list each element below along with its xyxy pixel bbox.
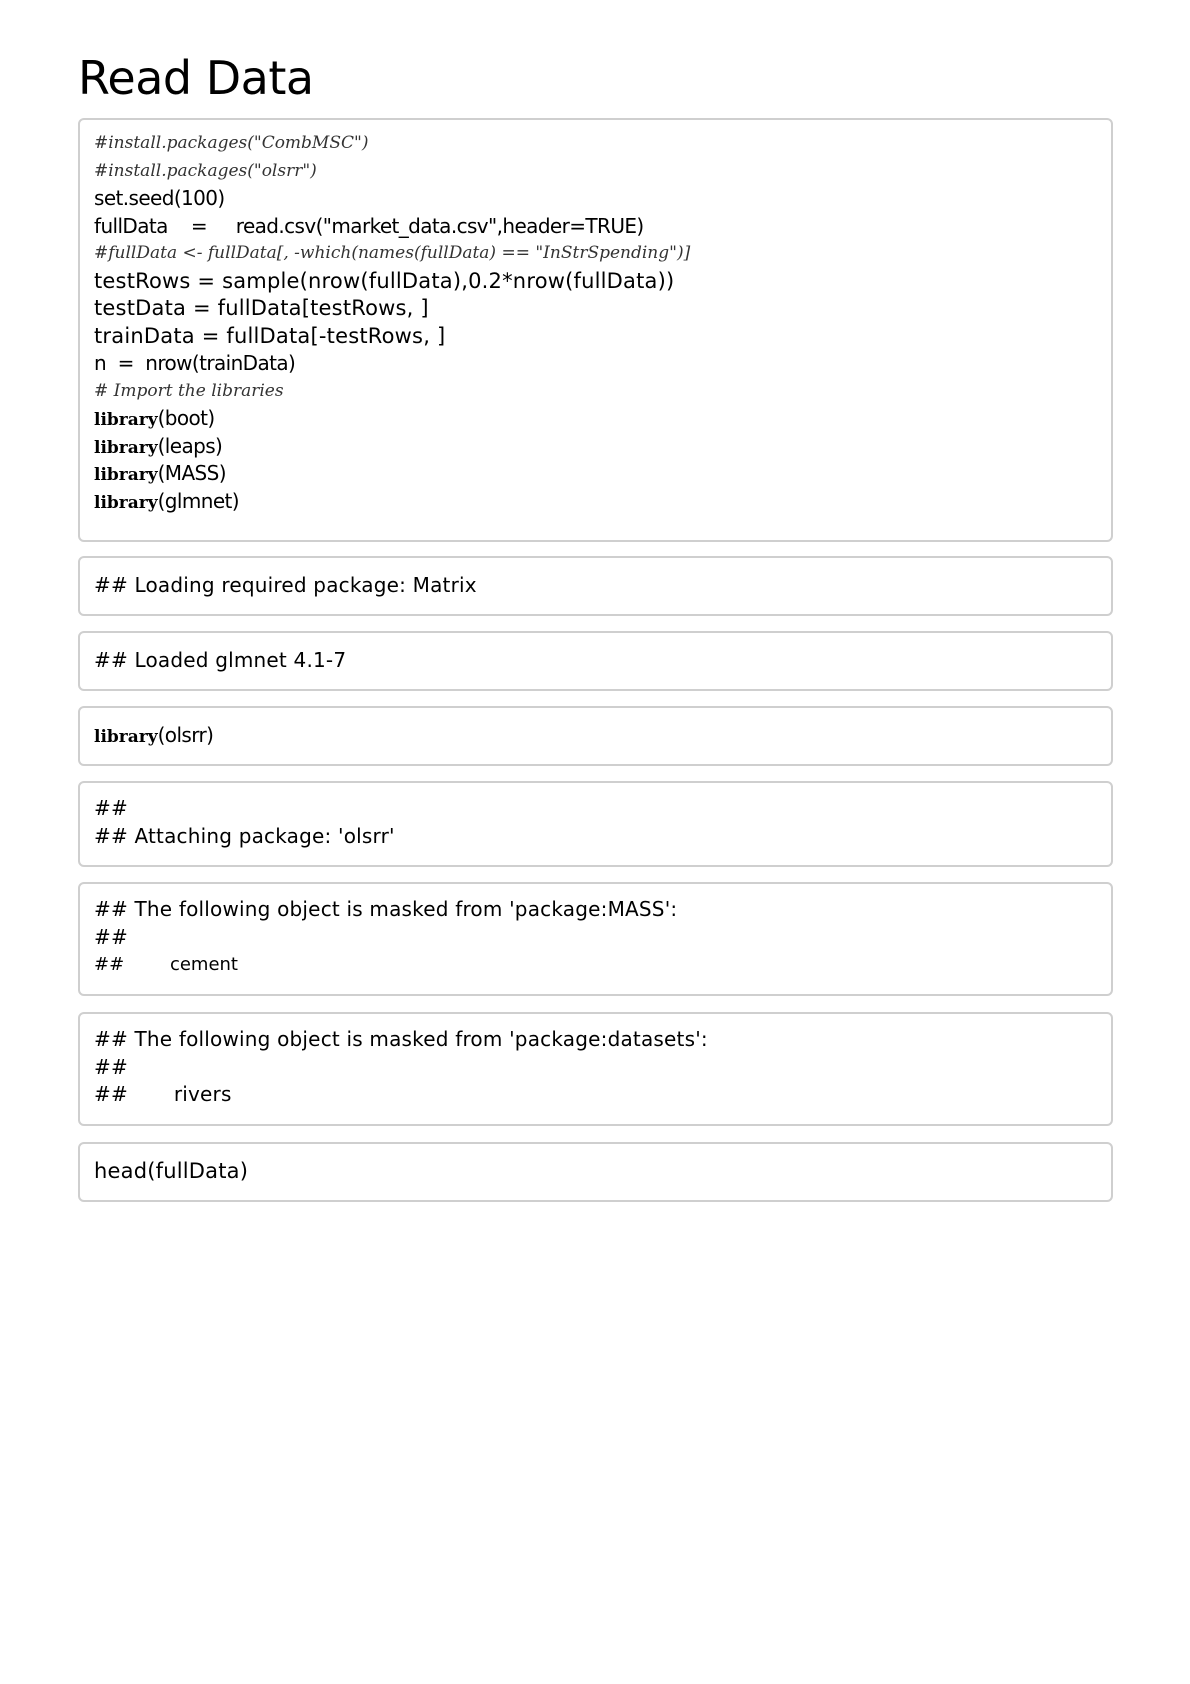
output-line: ## rivers xyxy=(94,1082,232,1106)
code-line: n = nrow(trainData) xyxy=(94,351,296,375)
output-block-attach xyxy=(78,781,1113,867)
code-comment: #install.packages("CombMSC") xyxy=(94,133,369,153)
code-line-library xyxy=(94,722,1097,750)
code-comment: #fullData <- fullData[, -which(names(fullData) == "InStrSpending")] xyxy=(94,243,691,263)
output-line: ## xyxy=(94,796,128,820)
code-line-library xyxy=(94,460,1097,488)
library-arg: (olsrr) xyxy=(157,723,214,747)
output-line: ## Attaching package: 'olsrr' xyxy=(94,823,395,848)
output-block-masked-mass xyxy=(78,882,1113,996)
code-line: head(fullData) xyxy=(94,1159,249,1183)
keyword-library: library xyxy=(94,437,158,458)
output-block-masked-datasets xyxy=(78,1012,1113,1126)
output-line: ## cement xyxy=(94,954,238,975)
library-arg: (boot) xyxy=(157,406,215,430)
library-arg: (MASS) xyxy=(157,461,226,485)
code-block-head xyxy=(78,1142,1113,1202)
code-line: testRows = sample(nrow(fullData),0.2*nrow(fullData)) xyxy=(94,268,675,293)
keyword-library: library xyxy=(94,465,158,485)
output-line: ## xyxy=(94,924,128,949)
keyword-library: library xyxy=(94,492,158,513)
code-comment: # Import the libraries xyxy=(94,380,284,401)
output-line: ## The following object is masked from 'package:MASS': xyxy=(94,897,678,921)
output-line: ## xyxy=(94,1054,128,1079)
code-line: fullData = read.csv("market_data.csv",header=TRUE) xyxy=(94,213,644,238)
code-line: trainData = fullData[-testRows, ] xyxy=(94,323,446,348)
keyword-library: library xyxy=(94,410,158,430)
code-block-setup xyxy=(78,118,1113,542)
output-line: ## Loading required package: Matrix xyxy=(94,573,477,597)
code-line-library xyxy=(94,488,1097,516)
library-arg: (glmnet) xyxy=(157,488,239,513)
code-line: testData = fullData[testRows, ] xyxy=(94,296,429,320)
keyword-library: library xyxy=(94,727,158,747)
code-block-olsrr xyxy=(78,706,1113,766)
code-line-library xyxy=(94,433,1097,461)
library-arg: (leaps) xyxy=(157,433,223,458)
output-line: ## The following object is masked from 'package:datasets': xyxy=(94,1027,708,1051)
output-line: ## Loaded glmnet 4.1-7 xyxy=(94,648,347,672)
code-comment: #install.packages("olsrr") xyxy=(94,160,317,181)
output-block-matrix xyxy=(78,556,1113,616)
code-line-library xyxy=(94,405,1097,433)
output-block-glmnet xyxy=(78,631,1113,691)
code-line: set.seed(100) xyxy=(94,186,225,210)
page-title: Read Data xyxy=(78,51,314,105)
